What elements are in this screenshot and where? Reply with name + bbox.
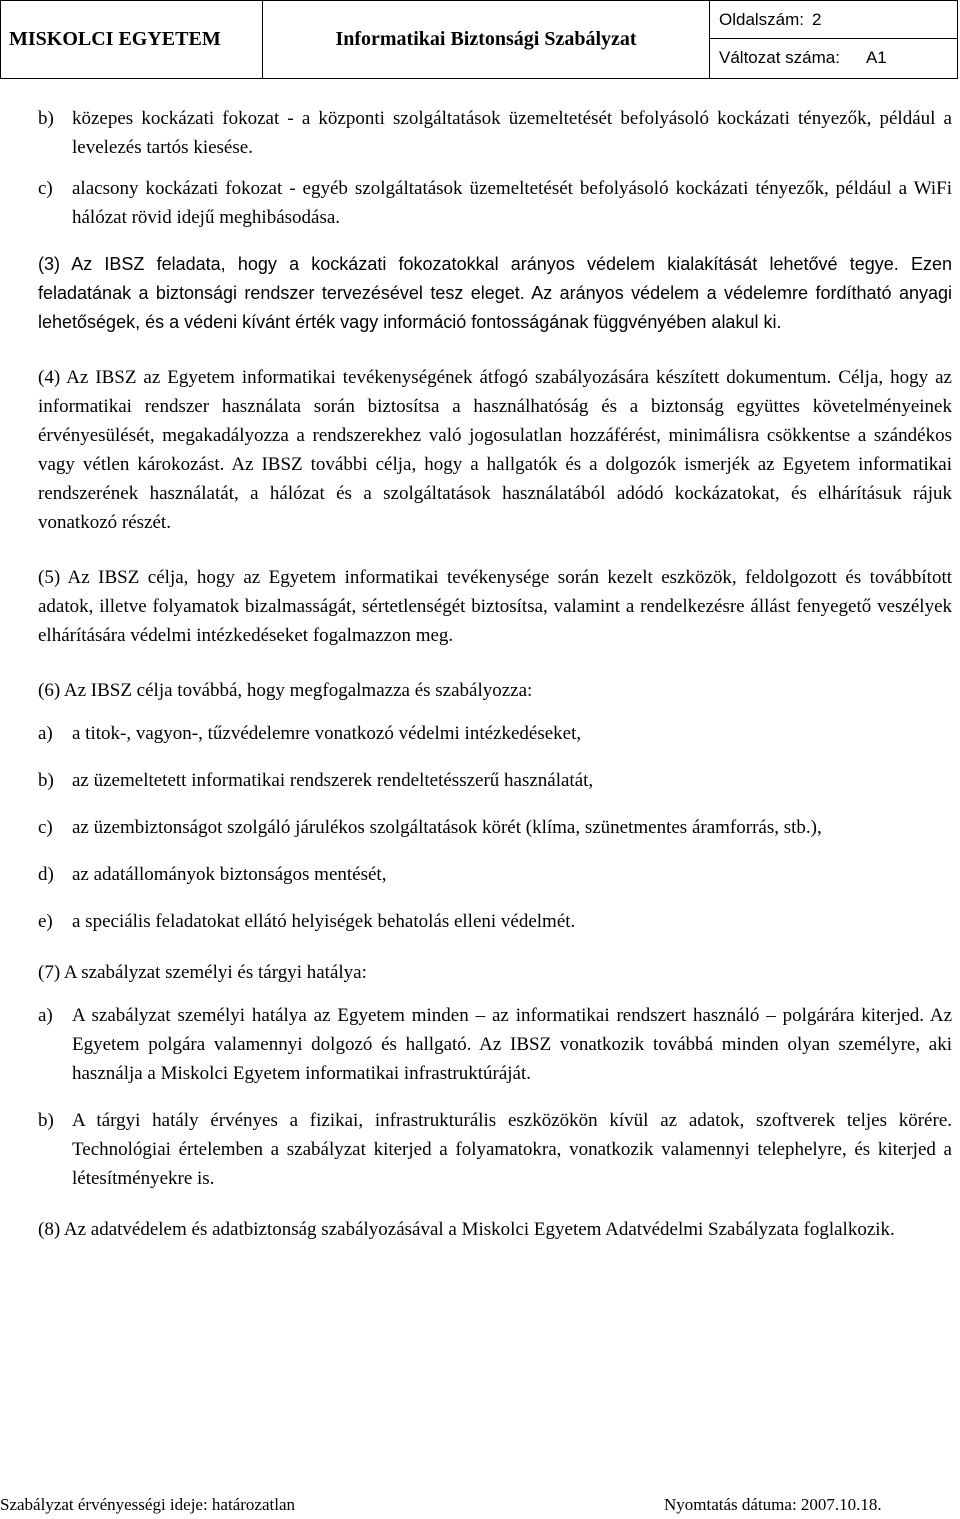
list-item-6b <box>38 766 952 795</box>
page-number-label: Oldalszám: <box>719 9 805 29</box>
university-name: MISKOLCI EGYETEM <box>9 28 221 50</box>
paragraph-6-intro: (6) Az IBSZ célja továbbá, hogy megfogalmazza és szabályozza: <box>38 680 533 701</box>
header-title-cell <box>263 1 710 78</box>
list-item-text: a speciális feladatokat ellátó helyiségek behatolás elleni védelmét. <box>72 911 576 932</box>
list-item-label: d) <box>38 864 54 885</box>
paragraph-4: (4) Az IBSZ az Egyetem informatikai tevékenységének átfogó szabályozására készített dokumentum. Célja, hogy az informatikai rendszer használata során biztosítsa a használhatóság és a biztonság együttes követelményeinek érvényesülését, megakadályozza a rendszerekhez való jogosulatlan hozzáférést, minimálisra csökkentse a szándékos vagy vétlen károkozást. Az IBSZ további célja, hogy a hallgatók és a dolgozók ismerjék az Egyetem informatikai rendszerének használatát, a hálózat és a szolgáltatások használatából adódó kockázatokat, és elhárításuk rájuk vonatkozó részét. <box>38 367 952 533</box>
list-item-7a <box>38 1001 952 1088</box>
list-item-label: c) <box>38 817 53 838</box>
list-item-text: A szabályzat személyi hatálya az Egyetem minden – az informatikai rendszert használó – polgárára kiterjed. Az Egyetem polgára valamennyi dolgozó és hallgató. Az IBSZ vonatkozik továbbá minden olyan személyre, aki használja a Miskolci Egyetem informatikai infrastruktúráját. <box>72 1005 952 1084</box>
header-meta-cell <box>709 1 958 78</box>
validity-text: Szabályzat érvényességi ideje: határozatlan <box>0 1495 295 1514</box>
paragraph-7-intro: (7) A szabályzat személyi és tárgyi hatálya: <box>38 962 367 983</box>
page-number-row <box>709 1 958 39</box>
list-item-text: az üzemeltetett informatikai rendszerek rendeltetésszerű használatát, <box>72 770 594 791</box>
list-item-label: a) <box>38 1005 53 1026</box>
page-number-value: 2 <box>812 9 822 29</box>
version-value: A1 <box>865 48 887 67</box>
list-item-6e <box>38 907 952 936</box>
list-item-text: a titok-, vagyon-, tűzvédelemre vonatkozó védelmi intézkedéseket, <box>72 723 582 744</box>
list-item-6c <box>38 813 952 842</box>
paragraph-5: (5) Az IBSZ célja, hogy az Egyetem informatikai tevékenysége során kezelt eszközök, feldolgozott és továbbított adatok, illetve folyamatok bizalmasságát, sértetlenségét biztosítsa, valamint a rendelkezésre állást fenyegető veszélyek elhárítására védelmi intézkedéseket fogalmazzon meg. <box>38 567 952 646</box>
document-header <box>0 0 958 79</box>
list-item-label: a) <box>38 723 53 744</box>
list-item-6d <box>38 860 952 889</box>
paragraph-3: (3) Az IBSZ feladata, hogy a kockázati fokozatokkal arányos védelem kialakítását lehetővé tegye. Ezen feladatának a biztonsági rendszer tervezésével tesz eleget. Az arányos védelem a védelemre fordítható anyagi lehetőségek, és a védeni kívánt érték vagy információ fontosságának függvényében alakul ki. <box>38 254 952 332</box>
print-date-text: Nyomtatás dátuma: 2007.10.18. <box>664 1495 882 1514</box>
document-footer <box>0 1494 960 1516</box>
list-item-intro-b <box>38 104 952 162</box>
list-item-text: közepes kockázati fokozat - a központi szolgáltatások üzemeltetését befolyásoló kockázati tényezők, például a levelezés tartós kiesése. <box>72 108 952 158</box>
version-label: Változat száma: <box>719 48 840 67</box>
list-item-7b <box>38 1106 952 1193</box>
list-item-6a <box>38 719 952 748</box>
list-item-intro-c <box>38 174 952 232</box>
header-university-cell <box>1 1 263 78</box>
list-item-text: az üzembiztonságot szolgáló járulékos szolgáltatások körét (klíma, szünetmentes áramforrás, stb.), <box>72 817 822 838</box>
paragraph-8: (8) Az adatvédelem és adatbiztonság szabályozásával a Miskolci Egyetem Adatvédelmi Szabályzata foglalkozik. <box>38 1219 895 1240</box>
list-item-text: alacsony kockázati fokozat - egyéb szolgáltatások üzemeltetését befolyásoló kockázati tényezők, például a WiFi hálózat rövid idejű meghibásodása. <box>72 178 952 228</box>
list-item-label: b) <box>38 108 54 129</box>
list-item-text: A tárgyi hatály érvényes a fizikai, infrastrukturális eszközökön kívül az adatok, szoftverek teljes körére. Technológiai értelemben a szabályzat kiterjed a folyamatokra, vonatkozik valamennyi telephelyre, és kiterjed a létesítményekre is. <box>72 1110 952 1189</box>
document-body <box>38 104 952 1270</box>
version-row <box>709 39 958 77</box>
list-item-text: az adatállományok biztonságos mentését, <box>72 864 387 885</box>
list-item-label: b) <box>38 1110 54 1131</box>
list-item-label: b) <box>38 770 54 791</box>
list-item-label: e) <box>38 911 53 932</box>
list-item-label: c) <box>38 178 53 199</box>
document-title: Informatikai Biztonsági Szabályzat <box>335 28 637 50</box>
